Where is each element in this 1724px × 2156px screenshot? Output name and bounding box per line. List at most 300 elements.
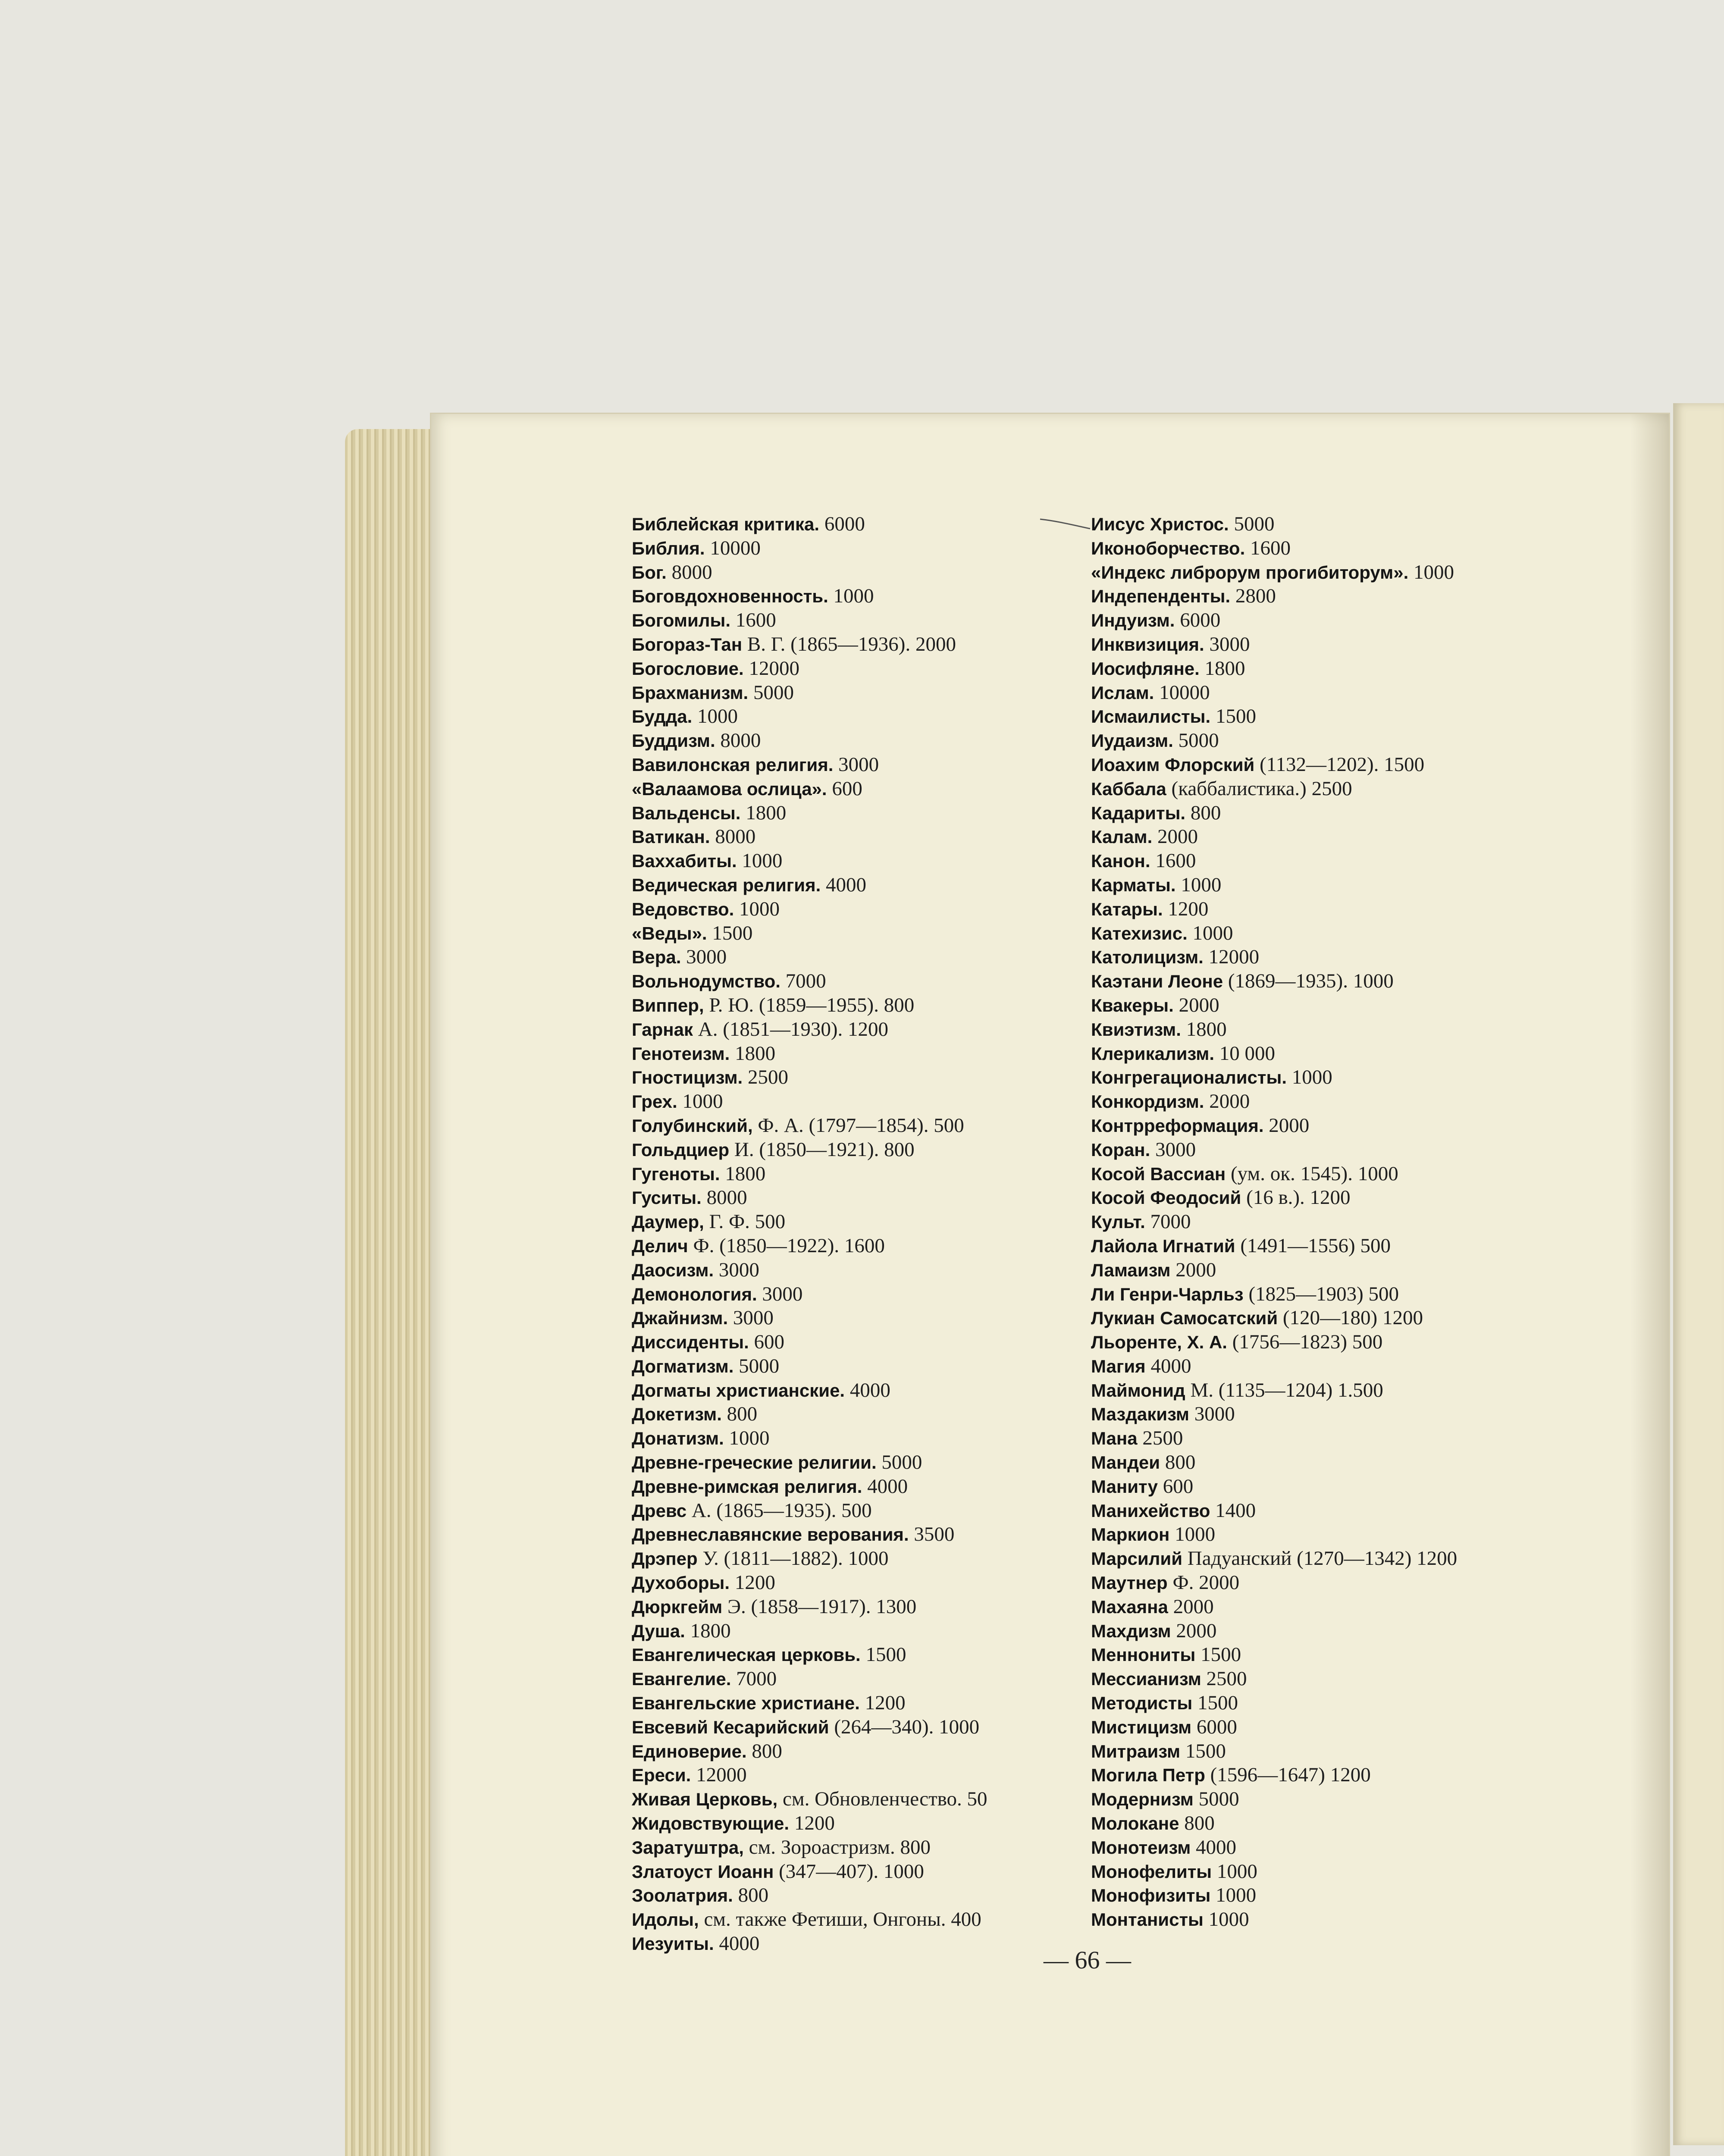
- entry-details: (ум. ок. 1545). 1000: [1226, 1162, 1398, 1185]
- entry-details: 7000: [780, 970, 826, 993]
- entry-term: Молокане: [1091, 1813, 1179, 1834]
- entry-details: 800: [1185, 801, 1221, 824]
- entry-details: 1000: [1175, 873, 1222, 896]
- entry-details: 1200: [1163, 897, 1209, 920]
- index-entry: [632, 921, 1089, 946]
- index-entry: [632, 1042, 1089, 1066]
- index-entry: [1091, 681, 1548, 705]
- entry-details: М. (1135—1204) 1.500: [1185, 1379, 1383, 1401]
- entry-details: 1000: [734, 897, 780, 920]
- entry-details: (1756—1823) 500: [1227, 1331, 1383, 1354]
- entry-details: 2500: [743, 1066, 788, 1089]
- entry-term: Иезуиты.: [632, 1934, 714, 1954]
- entry-details: 10000: [705, 536, 761, 559]
- index-entry: [1091, 873, 1548, 897]
- entry-details: 12000: [691, 1764, 747, 1786]
- entry-details: см. также Фетиши, Онгоны. 400: [699, 1908, 981, 1931]
- index-entry: [1091, 1619, 1548, 1643]
- entry-term: Косой Вассиан: [1091, 1163, 1226, 1184]
- entry-details: 3000: [714, 1258, 759, 1281]
- entry-term: Голубинский,: [632, 1115, 753, 1136]
- entry-details: (1132—1202). 1500: [1254, 753, 1425, 776]
- entry-details: 4000: [714, 1932, 760, 1955]
- index-entry: [1091, 1763, 1548, 1787]
- index-entry: [632, 753, 1089, 777]
- entry-term: Зоолатрия.: [632, 1885, 733, 1906]
- entry-term: Катехизис.: [1091, 923, 1188, 943]
- entry-term: Калам.: [1091, 827, 1153, 847]
- entry-details: 1000: [724, 1427, 770, 1450]
- entry-details: 1600: [1150, 849, 1196, 872]
- index-entry: [1091, 1475, 1548, 1499]
- entry-term: Ислам.: [1091, 682, 1154, 703]
- index-entry: [632, 1691, 1089, 1715]
- book-page-edges: [345, 429, 444, 2156]
- entry-details: 3000: [1150, 1138, 1196, 1161]
- index-entry: [632, 1499, 1089, 1523]
- index-entry: [632, 1282, 1089, 1307]
- entry-term: Могила Петр: [1091, 1765, 1205, 1786]
- entry-details: 3500: [909, 1523, 955, 1546]
- entry-details: 4000: [862, 1475, 908, 1498]
- entry-term: Ли Генри-Чарльз: [1091, 1284, 1244, 1304]
- entry-details: 8000: [710, 825, 756, 848]
- entry-details: 1800: [720, 1162, 766, 1185]
- entry-details: 7000: [1145, 1210, 1191, 1233]
- entry-details: 10 000: [1214, 1042, 1276, 1065]
- entry-details: 2800: [1230, 585, 1276, 608]
- entry-term: Гуситы.: [632, 1188, 702, 1208]
- entry-term: Иисус Христос.: [1091, 514, 1229, 534]
- entry-details: (264—340). 1000: [829, 1715, 980, 1738]
- entry-details: 800: [746, 1739, 782, 1762]
- entry-term: Демонология.: [632, 1284, 757, 1304]
- entry-term: Маздакизм: [1091, 1404, 1190, 1425]
- index-entry: [1091, 777, 1548, 801]
- entry-details: 3000: [681, 946, 727, 968]
- index-entry: [1091, 1739, 1548, 1764]
- index-entry: [632, 1523, 1089, 1547]
- entry-details: 1800: [730, 1042, 776, 1065]
- entry-term: Католицизм.: [1091, 947, 1204, 968]
- index-entry: [632, 1451, 1089, 1475]
- entry-term: Евсевий Кесарийский: [632, 1717, 829, 1737]
- entry-term: Брахманизм.: [632, 682, 749, 703]
- index-entry: [632, 1883, 1089, 1908]
- index-entry: [632, 1234, 1089, 1258]
- index-entry: [1091, 753, 1548, 777]
- index-entry: [1091, 1523, 1548, 1547]
- index-entry: [1091, 1883, 1548, 1908]
- entry-details: 2500: [1137, 1427, 1183, 1450]
- index-entry: [1091, 1451, 1548, 1475]
- index-entry: [1091, 1811, 1548, 1836]
- entry-details: 800: [721, 1403, 758, 1426]
- entry-details: 1200: [859, 1692, 906, 1714]
- index-entry: [1091, 1306, 1548, 1330]
- entry-details: 1600: [730, 609, 776, 632]
- entry-term: Индуизм.: [1091, 610, 1175, 631]
- entry-term: Даумер,: [632, 1212, 704, 1232]
- index-entry: [632, 1595, 1089, 1619]
- entry-details: Ф. А. (1797—1854). 500: [752, 1114, 964, 1137]
- entry-term: Догматизм.: [632, 1356, 734, 1376]
- index-entry: [632, 777, 1089, 801]
- entry-term: Махаяна: [1091, 1596, 1168, 1617]
- entry-details: 3000: [728, 1307, 774, 1329]
- entry-term: Канон.: [1091, 851, 1150, 871]
- entry-details: 800: [1179, 1812, 1215, 1835]
- entry-details: 6000: [819, 513, 865, 535]
- entry-term: Бог.: [632, 562, 667, 583]
- entry-details: 8000: [715, 729, 761, 752]
- entry-term: Иудаизм.: [1091, 730, 1173, 751]
- entry-details: 1000: [828, 585, 874, 608]
- index-entry: [632, 825, 1089, 849]
- index-entry: [632, 1210, 1089, 1234]
- entry-details: И. (1850—1921). 800: [729, 1138, 915, 1161]
- entry-term: Диссиденты.: [632, 1332, 749, 1353]
- entry-details: 2000: [1168, 1595, 1214, 1618]
- entry-term: Дрэпер: [632, 1548, 698, 1569]
- entry-details: 4000: [821, 873, 867, 896]
- index-entry: [632, 1138, 1089, 1162]
- entry-term: Иконоборчество.: [1091, 538, 1245, 558]
- index-entry: [1091, 1836, 1548, 1860]
- entry-term: Ведовство.: [632, 899, 734, 919]
- index-entry: [1091, 993, 1548, 1018]
- entry-term: Монофизиты: [1091, 1885, 1211, 1906]
- entry-details: 1200: [730, 1571, 775, 1594]
- index-entry: [632, 1114, 1089, 1138]
- index-entry: [632, 608, 1089, 633]
- index-entry: [1091, 1186, 1548, 1210]
- index-entry: [1091, 1547, 1548, 1571]
- entry-details: (16 в.). 1200: [1241, 1186, 1351, 1209]
- entry-details: 5000: [733, 1354, 780, 1377]
- entry-details: 1400: [1210, 1499, 1256, 1522]
- entry-term: Мана: [1091, 1428, 1138, 1449]
- entry-term: Библия.: [632, 538, 705, 558]
- entry-term: Богословие.: [632, 658, 744, 679]
- entry-details: 600: [749, 1331, 785, 1354]
- entry-term: Единоверие.: [632, 1741, 747, 1761]
- index-entry: [1091, 1354, 1548, 1379]
- entry-term: Евангелие.: [632, 1669, 731, 1689]
- entry-details: 1000: [1210, 1884, 1257, 1907]
- entry-term: «Валаамова ослица».: [632, 778, 827, 799]
- entry-term: Косой Феодосий: [1091, 1188, 1241, 1208]
- index-entry: [632, 1811, 1089, 1836]
- entry-term: Марсилий: [1091, 1548, 1183, 1569]
- index-entry: [632, 536, 1089, 561]
- entry-details: 1500: [1180, 1739, 1226, 1762]
- index-entry: [1091, 897, 1548, 921]
- entry-term: Грех.: [632, 1091, 677, 1112]
- index-entry: [632, 1836, 1089, 1860]
- entry-term: Живая Церковь,: [632, 1789, 778, 1810]
- entry-term: Ведическая религия.: [632, 874, 821, 895]
- index-entry: [1091, 1715, 1548, 1739]
- entry-term: Буддизм.: [632, 730, 715, 751]
- entry-details: Г. Ф. 500: [704, 1210, 786, 1233]
- entry-details: 2000: [1152, 825, 1198, 848]
- index-entry: [1091, 729, 1548, 753]
- index-entry: [632, 1787, 1089, 1811]
- index-entry: [632, 801, 1089, 825]
- entry-details: 1800: [1181, 1018, 1227, 1040]
- entry-details: 7000: [731, 1667, 777, 1690]
- index-entry: [1091, 969, 1548, 993]
- index-entry: [1091, 1691, 1548, 1715]
- index-entry: [1091, 1138, 1548, 1162]
- entry-details: 5000: [1193, 1788, 1239, 1811]
- entry-term: Идолы,: [632, 1909, 699, 1930]
- entry-term: Катары.: [1091, 899, 1163, 919]
- entry-details: 3000: [757, 1282, 803, 1305]
- index-entry: [632, 633, 1089, 657]
- entry-term: Древнеславянские верования.: [632, 1524, 909, 1545]
- entry-details: 1000: [1187, 921, 1233, 944]
- entry-details: 8000: [701, 1186, 747, 1209]
- entry-details: 3000: [1204, 633, 1250, 655]
- index-entry: [1091, 1065, 1548, 1090]
- index-entry: [1091, 1379, 1548, 1403]
- entry-details: А. (1865—1935). 500: [686, 1499, 872, 1522]
- entry-details: 2500: [1201, 1667, 1247, 1690]
- entry-term: Монотеизм: [1091, 1837, 1191, 1858]
- entry-term: Квиэтизм.: [1091, 1019, 1181, 1040]
- entry-details: 6000: [1175, 609, 1221, 632]
- index-entry: [1091, 1258, 1548, 1282]
- entry-term: Методисты: [1091, 1693, 1193, 1714]
- entry-details: 3000: [1189, 1403, 1235, 1426]
- index-entry: [632, 657, 1089, 681]
- entry-details: 6000: [1191, 1715, 1237, 1738]
- index-entry: [1091, 1426, 1548, 1451]
- entry-term: Маркион: [1091, 1524, 1170, 1545]
- entry-details: (каббалистика.) 2500: [1166, 777, 1352, 800]
- entry-term: Конкордизм.: [1091, 1091, 1204, 1112]
- entry-details: 10000: [1154, 681, 1210, 704]
- index-entry: [632, 1860, 1089, 1884]
- index-entry: [1091, 1330, 1548, 1354]
- entry-term: Магия: [1091, 1356, 1146, 1376]
- index-entry: [632, 1932, 1089, 1956]
- index-entry: [632, 1571, 1089, 1595]
- entry-details: 600: [827, 777, 862, 800]
- index-entry: [1091, 1210, 1548, 1234]
- index-entry: [632, 849, 1089, 873]
- index-entry: [1091, 849, 1548, 873]
- entry-details: (1825—1903) 500: [1243, 1282, 1399, 1305]
- entry-term: Гностицизм.: [632, 1067, 743, 1088]
- entry-term: Древне-греческие религии.: [632, 1452, 877, 1473]
- entry-term: Гарнак: [632, 1019, 693, 1040]
- index-entry: [632, 681, 1089, 705]
- index-entry: [632, 1715, 1089, 1739]
- entry-term: Митраизм: [1091, 1741, 1181, 1761]
- index-entry: [1091, 561, 1548, 585]
- index-entry: [632, 969, 1089, 993]
- entry-details: Э. (1858—1917). 1300: [722, 1595, 917, 1618]
- entry-term: Карматы.: [1091, 874, 1176, 895]
- entry-details: 5000: [748, 681, 794, 704]
- entry-term: Каэтани Леоне: [1091, 971, 1223, 992]
- index-entry: [632, 1258, 1089, 1282]
- index-entry: [632, 1547, 1089, 1571]
- entry-details: (347—407). 1000: [774, 1860, 924, 1883]
- index-entry: [1091, 1042, 1548, 1066]
- index-entry: [632, 1379, 1089, 1403]
- entry-term: Монофелиты: [1091, 1861, 1212, 1882]
- index-entry: [632, 705, 1089, 729]
- entry-details: У. (1811—1882). 1000: [697, 1547, 889, 1570]
- entry-term: Лайола Игнатий: [1091, 1235, 1235, 1256]
- index-entry: [1091, 1595, 1548, 1619]
- index-entry: [632, 945, 1089, 969]
- entry-term: Ватикан.: [632, 827, 710, 847]
- entry-term: Коран.: [1091, 1139, 1150, 1160]
- entry-details: 2000: [1170, 1258, 1216, 1281]
- entry-details: 12000: [743, 657, 799, 680]
- index-entry: [1091, 921, 1548, 946]
- entry-details: 1500: [1210, 705, 1256, 728]
- entry-details: 1800: [685, 1619, 731, 1642]
- index-entry: [632, 512, 1089, 536]
- entry-term: Мандеи: [1091, 1452, 1160, 1473]
- entry-term: Богомилы.: [632, 610, 730, 631]
- entry-details: 1000: [737, 849, 783, 872]
- entry-details: 1000: [1212, 1860, 1257, 1883]
- entry-details: 4000: [845, 1379, 890, 1401]
- entry-details: 1000: [1169, 1523, 1216, 1546]
- entry-term: Богораз-Тан: [632, 634, 743, 655]
- entry-details: А. (1851—1930). 1200: [693, 1018, 889, 1040]
- entry-details: 1800: [740, 801, 787, 824]
- entry-term: Инквизиция.: [1091, 634, 1204, 655]
- index-entry: [1091, 1090, 1548, 1114]
- entry-term: Кадариты.: [1091, 802, 1186, 823]
- index-column-right: [1091, 512, 1548, 1932]
- entry-term: Вера.: [632, 947, 681, 968]
- entry-details: (1596—1647) 1200: [1205, 1764, 1371, 1786]
- index-entry: [632, 1426, 1089, 1451]
- entry-term: Боговдохновенность.: [632, 586, 828, 607]
- index-entry: [1091, 1282, 1548, 1307]
- entry-term: Древне-римская религия.: [632, 1476, 862, 1497]
- entry-term: «Веды».: [632, 923, 707, 943]
- entry-term: Евангелическая церковь.: [632, 1645, 861, 1665]
- index-entry: [632, 1162, 1089, 1186]
- entry-term: Исмаилисты.: [1091, 706, 1211, 727]
- entry-details: см. Обновленчество. 50: [777, 1788, 987, 1811]
- entry-term: Джайнизм.: [632, 1308, 728, 1329]
- entry-term: Иоахим Флорский: [1091, 754, 1255, 775]
- entry-details: 3000: [833, 753, 879, 776]
- entry-term: Библейская критика.: [632, 514, 820, 534]
- entry-term: Мессианизм: [1091, 1669, 1201, 1689]
- index-entry: [632, 1475, 1089, 1499]
- entry-details: 2000: [1171, 1619, 1217, 1642]
- entry-term: Маутнер: [1091, 1573, 1168, 1593]
- index-entry: [632, 873, 1089, 897]
- index-entry: [632, 1090, 1089, 1114]
- entry-term: Духоборы.: [632, 1573, 730, 1593]
- entry-term: Клерикализм.: [1091, 1043, 1215, 1064]
- index-entry: [632, 1763, 1089, 1787]
- index-entry: [632, 584, 1089, 608]
- entry-term: Меннониты: [1091, 1645, 1196, 1665]
- entry-term: Докетизм.: [632, 1404, 722, 1425]
- entry-details: (1869—1935). 1000: [1223, 970, 1394, 993]
- index-entry: [632, 1667, 1089, 1691]
- entry-details: 800: [1160, 1451, 1196, 1474]
- entry-term: Контрреформация.: [1091, 1115, 1264, 1136]
- entry-term: Иосифляне.: [1091, 658, 1200, 679]
- entry-term: Манихейство: [1091, 1500, 1210, 1521]
- index-entry: [1091, 1667, 1548, 1691]
- entry-term: Конгрегационалисты.: [1091, 1067, 1287, 1088]
- entry-details: 800: [733, 1884, 769, 1907]
- entry-term: Древс: [632, 1500, 687, 1521]
- entry-details: 1500: [707, 921, 753, 944]
- entry-term: «Индекс либрорум прогибиторум».: [1091, 562, 1409, 583]
- entry-term: Дюркгейм: [632, 1596, 723, 1617]
- index-entry: [1091, 1787, 1548, 1811]
- entry-term: Мистицизм: [1091, 1717, 1192, 1737]
- index-entry: [1091, 1162, 1548, 1186]
- entry-details: 4000: [1191, 1836, 1237, 1858]
- index-entry: [1091, 705, 1548, 729]
- index-entry: [632, 1018, 1089, 1042]
- entry-details: 1600: [1245, 536, 1291, 559]
- index-entry: [1091, 1402, 1548, 1426]
- entry-term: Монтанисты: [1091, 1909, 1204, 1930]
- entry-details: 2000: [1204, 1090, 1250, 1113]
- entry-term: Квакеры.: [1091, 995, 1174, 1015]
- index-entry: [1091, 512, 1548, 536]
- index-entry: [1091, 801, 1548, 825]
- index-entry: [1091, 1018, 1548, 1042]
- index-entry: [1091, 1114, 1548, 1138]
- entry-term: Ереси.: [632, 1765, 691, 1786]
- entry-term: Виппер,: [632, 995, 704, 1015]
- entry-details: 5000: [1173, 729, 1219, 752]
- entry-details: Ф. 2000: [1167, 1571, 1240, 1594]
- index-entry: [1091, 825, 1548, 849]
- entry-term: Заратуштра,: [632, 1837, 744, 1858]
- index-entry: [632, 729, 1089, 753]
- entry-term: Делич: [632, 1235, 688, 1256]
- next-page-edge: [1673, 403, 1724, 2145]
- index-entry: [632, 561, 1089, 585]
- entry-details: Р. Ю. (1859—1955). 800: [704, 993, 915, 1016]
- entry-details: (120—180) 1200: [1278, 1307, 1423, 1329]
- entry-term: Будда.: [632, 706, 693, 727]
- index-entry: [632, 897, 1089, 921]
- entry-term: Догматы христианские.: [632, 1380, 845, 1401]
- entry-term: Культ.: [1091, 1212, 1145, 1232]
- entry-term: Донатизм.: [632, 1428, 724, 1449]
- entry-term: Маниту: [1091, 1476, 1158, 1497]
- entry-details: 1000: [677, 1090, 723, 1113]
- entry-term: Вавилонская религия.: [632, 754, 834, 775]
- entry-term: Ваххабиты.: [632, 851, 737, 871]
- entry-term: Златоуст Иоанн: [632, 1861, 774, 1882]
- entry-term: Ламаизм: [1091, 1260, 1171, 1280]
- index-entry: [1091, 945, 1548, 969]
